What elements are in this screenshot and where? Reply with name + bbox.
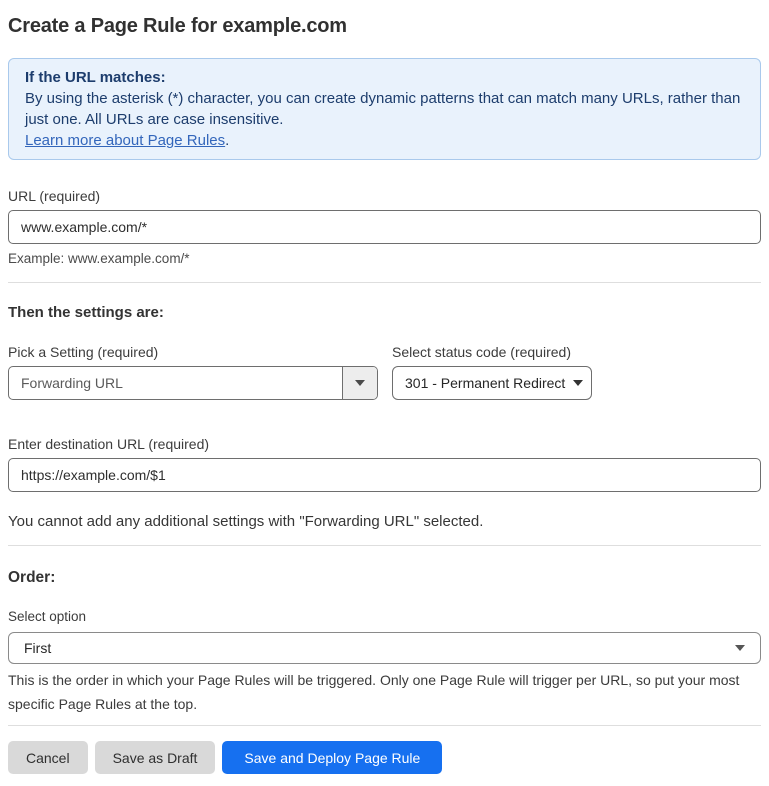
divider bbox=[8, 545, 761, 546]
info-box-body: By using the asterisk (*) character, you can create dynamic patterns that can match many URLs, rather than just one. All URLs are case insensitive. bbox=[25, 90, 741, 128]
order-section-heading: Order: bbox=[8, 569, 56, 586]
save-and-deploy-button[interactable]: Save and Deploy Page Rule bbox=[222, 741, 442, 774]
settings-section-heading: Then the settings are: bbox=[8, 304, 164, 321]
destination-url-label: Enter destination URL (required) bbox=[8, 436, 210, 452]
setting-picker-dropdown[interactable] bbox=[8, 366, 378, 400]
chevron-down-icon bbox=[355, 380, 365, 386]
setting-picker-value: Forwarding URL bbox=[21, 375, 123, 391]
order-select-label: Select option bbox=[8, 609, 87, 624]
forwarding-url-note: You cannot add any additional settings with "Forwarding URL" selected. bbox=[8, 513, 484, 530]
info-box-heading: If the URL matches: bbox=[25, 69, 166, 86]
setting-picker-column bbox=[8, 344, 378, 400]
url-match-info-box bbox=[8, 58, 761, 160]
url-field-label: URL (required) bbox=[8, 188, 101, 204]
chevron-down-icon bbox=[735, 645, 745, 651]
divider bbox=[8, 725, 761, 726]
chevron-down-icon bbox=[573, 380, 583, 386]
learn-more-link[interactable]: Learn more about Page Rules bbox=[25, 132, 226, 149]
order-dropdown[interactable] bbox=[8, 632, 761, 664]
save-as-draft-button[interactable]: Save as Draft bbox=[95, 741, 216, 774]
setting-picker-label: Pick a Setting (required) bbox=[8, 344, 159, 360]
cancel-button[interactable]: Cancel bbox=[8, 741, 88, 774]
status-code-dropdown[interactable] bbox=[392, 366, 592, 400]
status-code-label: Select status code (required) bbox=[392, 344, 571, 360]
url-example-text: Example: www.example.com/* bbox=[8, 251, 190, 266]
setting-picker-arrow-segment[interactable] bbox=[342, 367, 377, 399]
footer-buttons bbox=[8, 741, 761, 774]
page-title: Create a Page Rule for example.com bbox=[8, 15, 347, 37]
settings-row bbox=[8, 344, 761, 400]
order-help-text: This is the order in which your Page Rules will be triggered. Only one Page Rule will trigger per URL, so put your most specific Page Rules at the top. bbox=[8, 672, 740, 712]
destination-url-input[interactable] bbox=[8, 458, 761, 492]
link-suffix: . bbox=[225, 132, 230, 149]
info-box-link-line bbox=[25, 130, 744, 151]
order-value: First bbox=[24, 640, 52, 656]
url-input[interactable] bbox=[8, 210, 761, 244]
status-code-column bbox=[392, 344, 592, 400]
divider bbox=[8, 282, 761, 283]
status-code-value: 301 - Permanent Redirect bbox=[405, 375, 566, 391]
